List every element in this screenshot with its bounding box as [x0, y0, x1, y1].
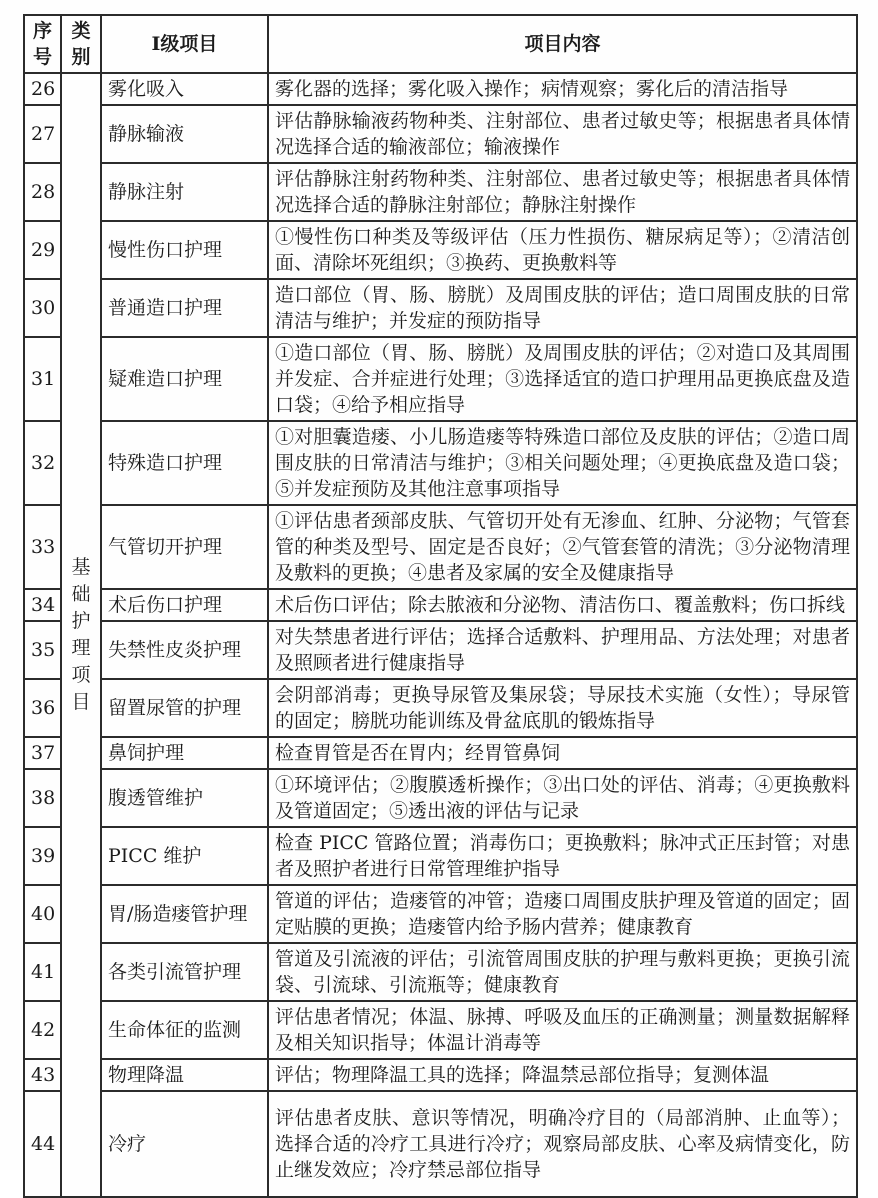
project-name-cell: 留置尿管的护理 — [101, 679, 268, 737]
table-row — [24, 221, 857, 279]
row-number-cell: 26 — [24, 73, 61, 105]
project-content-cell: 评估患者皮肤、意识等情况，明确冷疗目的（局部消肿、止血等）；选择合适的冷疗工具进行冷疗；观察局部皮肤、心率及病情变化，防止继发效应；冷疗禁忌部位指导 — [268, 1091, 857, 1197]
row-number-cell: 42 — [24, 1001, 61, 1059]
table-row — [24, 279, 857, 337]
project-content-cell: ①慢性伤口种类及等级评估（压力性损伤、糖尿病足等）；②清洁创面、清除坏死组织；③换药、更换敷料等 — [268, 221, 857, 279]
project-name-cell: 物理降温 — [101, 1059, 268, 1091]
table-row — [24, 163, 857, 221]
project-content-cell: 对失禁患者进行评估；选择合适敷料、护理用品、方法处理；对患者及照顾者进行健康指导 — [268, 621, 857, 679]
project-name-cell: 特殊造口护理 — [101, 421, 268, 505]
project-name-cell: 胃/肠造瘘管护理 — [101, 885, 268, 943]
header-content: 项目内容 — [268, 15, 857, 73]
project-name-cell: 各类引流管护理 — [101, 943, 268, 1001]
row-number-cell: 44 — [24, 1091, 61, 1197]
project-name-cell: PICC 维护 — [101, 827, 268, 885]
project-content-cell: ①对胆囊造瘘、小儿肠造瘘等特殊造口部位及皮肤的评估；②造口周围皮肤的日常清洁与维护；③相关问题处理；④更换底盘及造口袋；⑤并发症预防及其他注意事项指导 — [268, 421, 857, 505]
project-name-cell: 疑难造口护理 — [101, 337, 268, 421]
table-row — [24, 1001, 857, 1059]
project-content-cell: 管道的评估；造瘘管的冲管；造瘘口周围皮肤护理及管道的固定；固定贴膜的更换；造瘘管内给予肠内营养；健康教育 — [268, 885, 857, 943]
table-row — [24, 827, 857, 885]
table-row — [24, 105, 857, 163]
project-content-cell: 术后伤口评估；除去脓液和分泌物、清洁伤口、覆盖敷料；伤口拆线 — [268, 589, 857, 621]
row-number-cell: 35 — [24, 621, 61, 679]
row-number-cell: 33 — [24, 505, 61, 589]
table-row — [24, 73, 857, 105]
table-row — [24, 679, 857, 737]
header-category: 类别 — [61, 15, 101, 73]
project-name-cell: 鼻饲护理 — [101, 737, 268, 769]
table-row — [24, 1059, 857, 1091]
table-row — [24, 337, 857, 421]
project-content-cell: 评估患者情况；体温、脉搏、呼吸及血压的正确测量；测量数据解释及相关知识指导；体温计消毒等 — [268, 1001, 857, 1059]
project-name-cell: 普通造口护理 — [101, 279, 268, 337]
row-number-cell: 43 — [24, 1059, 61, 1091]
project-content-cell: 雾化器的选择；雾化吸入操作；病情观察；雾化后的清洁指导 — [268, 73, 857, 105]
project-content-cell: ①评估患者颈部皮肤、气管切开处有无渗血、红肿、分泌物；气管套管的种类及型号、固定是否良好；②气管套管的清洗；③分泌物清理及敷料的更换；④患者及家属的安全及健康指导 — [268, 505, 857, 589]
row-number-cell: 34 — [24, 589, 61, 621]
table-row — [24, 943, 857, 1001]
header-no: 序号 — [24, 15, 61, 73]
project-content-cell: 评估静脉输液药物种类、注射部位、患者过敏史等；根据患者具体情况选择合适的输液部位；输液操作 — [268, 105, 857, 163]
project-name-cell: 冷疗 — [101, 1091, 268, 1197]
project-content-cell: 评估静脉注射药物种类、注射部位、患者过敏史等；根据患者具体情况选择合适的静脉注射部位；静脉注射操作 — [268, 163, 857, 221]
table-row — [24, 769, 857, 827]
project-name-cell: 静脉输液 — [101, 105, 268, 163]
row-number-cell: 37 — [24, 737, 61, 769]
project-content-cell: 评估；物理降温工具的选择；降温禁忌部位指导；复测体温 — [268, 1059, 857, 1091]
table-row — [24, 885, 857, 943]
project-name-cell: 气管切开护理 — [101, 505, 268, 589]
row-number-cell: 36 — [24, 679, 61, 737]
row-number-cell: 39 — [24, 827, 61, 885]
table-row — [24, 737, 857, 769]
row-number-cell: 29 — [24, 221, 61, 279]
project-content-cell: ①环境评估；②腹膜透析操作；③出口处的评估、消毒；④更换敷料及管道固定；⑤透出液的评估与记录 — [268, 769, 857, 827]
table-row — [24, 421, 857, 505]
project-content-cell: 造口部位（胃、肠、膀胱）及周围皮肤的评估；造口周围皮肤的日常清洁与维护；并发症的预防指导 — [268, 279, 857, 337]
row-number-cell: 27 — [24, 105, 61, 163]
project-content-cell: 管道及引流液的评估；引流管周围皮肤的护理与敷料更换；更换引流袋、引流球、引流瓶等；健康教育 — [268, 943, 857, 1001]
row-number-cell: 38 — [24, 769, 61, 827]
project-name-cell: 慢性伤口护理 — [101, 221, 268, 279]
table-body — [24, 73, 857, 1197]
nursing-projects-table — [23, 14, 858, 1198]
project-name-cell: 静脉注射 — [101, 163, 268, 221]
row-number-cell: 41 — [24, 943, 61, 1001]
row-number-cell: 40 — [24, 885, 61, 943]
project-content-cell: 会阴部消毒；更换导尿管及集尿袋；导尿技术实施（女性）；导尿管的固定；膀胱功能训练及骨盆底肌的锻炼指导 — [268, 679, 857, 737]
header-row — [24, 15, 857, 73]
row-number-cell: 32 — [24, 421, 61, 505]
project-name-cell: 生命体征的监测 — [101, 1001, 268, 1059]
project-content-cell: 检查胃管是否在胃内；经胃管鼻饲 — [268, 737, 857, 769]
category-vertical-label: 基础护理项目 — [71, 556, 91, 713]
project-name-cell: 术后伤口护理 — [101, 589, 268, 621]
project-name-cell: 雾化吸入 — [101, 73, 268, 105]
row-number-cell: 31 — [24, 337, 61, 421]
project-name-cell: 腹透管维护 — [101, 769, 268, 827]
project-content-cell: 检查 PICC 管路位置；消毒伤口；更换敷料；脉冲式正压封管；对患者及照护者进行日常管理维护指导 — [268, 827, 857, 885]
row-number-cell: 30 — [24, 279, 61, 337]
project-content-cell: ①造口部位（胃、肠、膀胱）及周围皮肤的评估；②对造口及其周围并发症、合并症进行处理；③选择适宜的造口护理用品更换底盘及造口袋；④给予相应指导 — [268, 337, 857, 421]
table-row — [24, 1091, 857, 1197]
table-row — [24, 589, 857, 621]
project-name-cell: 失禁性皮炎护理 — [101, 621, 268, 679]
table-row — [24, 621, 857, 679]
table-row — [24, 505, 857, 589]
category-cell — [61, 73, 101, 1197]
row-number-cell: 28 — [24, 163, 61, 221]
header-project: Ⅰ级项目 — [101, 15, 268, 73]
